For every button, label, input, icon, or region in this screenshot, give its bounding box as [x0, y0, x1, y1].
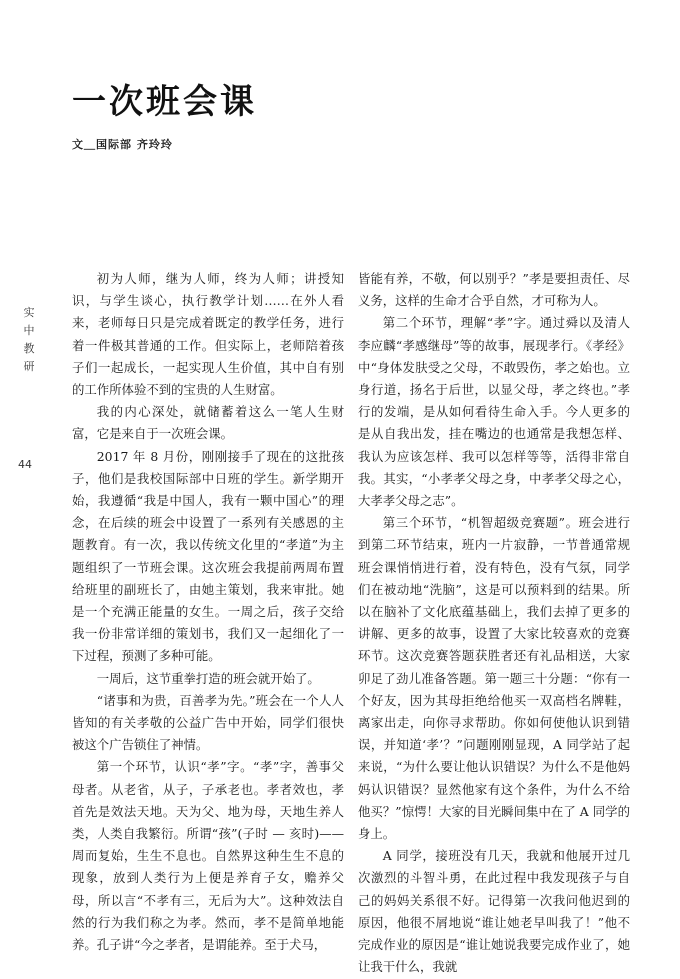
article-title: 一次班会课: [72, 82, 257, 122]
paragraph: 皆能有养，不敬，何以别乎？”孝是要担责任、尽义务，这样的生命才合乎自然，才可称为人。: [358, 271, 630, 309]
paragraph: 我的内心深处，就储蓄着这么一笔人生财富，它是来自于一次班会课。: [72, 404, 344, 442]
page-number: 44: [18, 458, 32, 471]
body-column-left: [72, 268, 344, 956]
section-label-char: 教: [23, 342, 35, 355]
paragraph: 第三个环节，“机智超级竞赛题”。班会进行到第二环节结束，班内一片寂静，一节普通常规班会课悄悄进行着，没有特色，没有气氛，同学们在被动地“洗脑”，这是可以预料到的结果。所以在脑补了文化底蕴基础上，我们去掉了更多的讲解、更多的故事，设置了大家比较喜欢的竞赛环节。这次竞赛答题获胜者还有礼品相送，大家卯足了劲儿准备答题。第一题三十分题：“你有一个好友，因为其母拒绝给他买一双高档名牌鞋，离家出走，向你寻求帮助。你如何使他认识到错误，并知道‘孝’？”问题刚刚显现，A 同学站了起来说，“为什么要让他认识错误？为什么不是他妈妈认识错误？显然他家有这个条件，为什么不给他买？”惊愕！大家的目光瞬间集中在了 A 同学的身上。: [358, 515, 630, 842]
section-label-char: 实: [23, 306, 35, 319]
section-label: [22, 304, 36, 376]
paragraph: “诸事和为贵，百善孝为先。”班会在一个人人皆知的有关孝敬的公益广告中开始，同学们很快被这个广告锁住了神情。: [72, 692, 344, 753]
paragraph: 第一个环节，认识“孝”字。“孝”字，善事父母者。从老省，从子，子承老也。孝者效也，孝首先是效法天地。天为父、地为母，天地生养人类，人类自我繁衍。所谓“孩”(子时 — 亥时)——周而复始，生生不息也。自然界这种生生不息的现象，放到人类行为上便是养育子女，赡养父母，所以言“不孝有三，无后为大”。这种效法自然的行为我们称之为孝。然而，孝不是简单地能养。孔子讲“今之孝者，是谓能养。至于犬马，: [72, 759, 344, 953]
section-label-char: 研: [23, 360, 35, 373]
article-byline: 文＿国际部 齐玲玲: [72, 138, 173, 151]
paragraph: 一周后，这节重拳打造的班会就开始了。: [96, 670, 320, 686]
section-label-char: 中: [23, 324, 35, 337]
paragraph: A 同学，接班没有几天，我就和他展开过几次激烈的斗智斗勇，在此过程中我发现孩子与自己的妈妈关系很不好。记得第一次我问他迟到的原因，他很不屑地说“谁让她老早叫我了！”他不完成作业的原因是“谁让她说我要完成作业了，她让我干什么，我就: [358, 848, 630, 975]
paragraph: 第二个环节，理解“孝”字。通过舜以及清人李应麟“孝感继母”等的故事，展现孝行。《孝经》中“身体发肤受之父母，不敢毁伤，孝之始也。立身行道，扬名于后世，以显父母，孝之终也。”孝行的发端，是从如何看待生命入手。今人更多的是从自我出发，挂在嘴边的也通常是我想怎样、我认为应该怎样、我可以怎样等等，活得非常自我。其实，“小孝孝父母之身，中孝孝父母之心，大孝孝父母之志”。: [358, 315, 630, 509]
body-column-right: [358, 268, 630, 979]
paragraph: 2017 年 8 月份，刚刚接手了现在的这批孩子，他们是我校国际部中日班的学生。新学期开始，我遵循“我是中国人，我有一颗中国心”的理念，在后续的班会中设置了一系列有关感恩的主题教育。有一次，我以传统文化里的“孝道”为主题组织了一节班会课。这次班会我提前两周布置给班里的副班长了，由她主策划，我来审批。她是一个充满正能量的女生。一周之后，孩子交给我一份非常详细的策划书，我们又一起细化了一下过程，预测了多种可能。: [72, 448, 344, 664]
paragraph: 初为人师，继为人师，终为人师；讲授知识，与学生谈心，执行教学计划……在外人看来，老师每日只是完成着既定的教学任务，进行着一件极其普通的工作。但实际上，老师陪着孩子们一起成长，一起实现人生价值，其中自有别的工作所体验不到的宝贵的人生财富。: [72, 271, 344, 398]
